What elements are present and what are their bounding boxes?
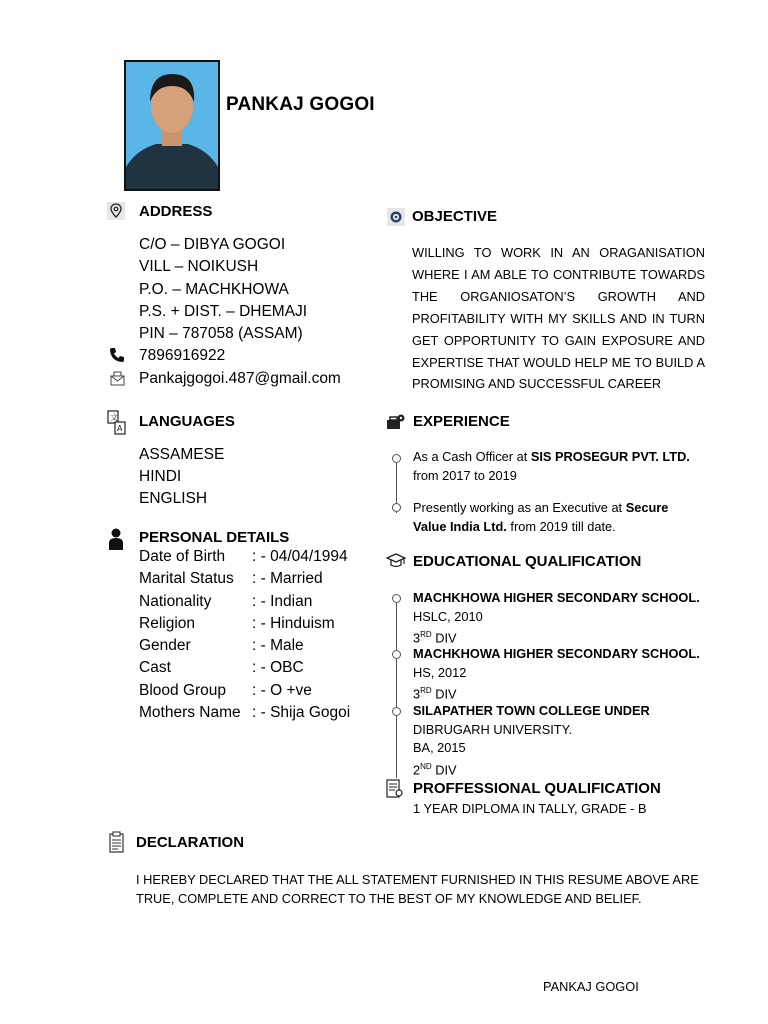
address-line: VILL – NOIKUSH xyxy=(139,258,259,276)
school-name: MACHKHOWA HIGHER SECONDARY SCHOOL. xyxy=(413,590,700,605)
address-line: P.O. – MACHKHOWA xyxy=(139,280,289,298)
timeline-dot xyxy=(392,650,401,659)
table-row xyxy=(139,593,379,615)
experience-item xyxy=(413,499,713,536)
table-row xyxy=(139,637,379,659)
table-row xyxy=(139,615,379,637)
education-item xyxy=(413,589,700,648)
phone-number: 7896916922 xyxy=(139,347,226,365)
table-row xyxy=(139,570,379,592)
education-item xyxy=(413,702,650,780)
document-icon xyxy=(108,831,126,858)
detail-value: : - Male xyxy=(252,637,304,655)
detail-label: Cast xyxy=(139,659,171,677)
school-name: SILAPATHER TOWN COLLEGE UNDER xyxy=(413,703,650,718)
translate-icon xyxy=(107,410,127,441)
experience-heading: EXPERIENCE xyxy=(413,413,510,430)
declaration-line: I HEREBY DECLARED THAT THE ALL STATEMENT FURNISHED IN THIS RESUME ABOVE ARE xyxy=(136,872,699,887)
address-line: PIN – 787058 (ASSAM) xyxy=(139,325,303,343)
detail-value: : - Indian xyxy=(252,592,313,610)
svg-text:文: 文 xyxy=(110,413,118,422)
school-name: MACHKHOWA HIGHER SECONDARY SCHOOL. xyxy=(413,646,700,661)
detail-value: : - O +ve xyxy=(252,681,312,699)
professional-text: 1 YEAR DIPLOMA IN TALLY, GRADE - B xyxy=(413,801,647,816)
company-name: Value India Ltd. xyxy=(413,518,507,534)
table-row xyxy=(139,682,379,704)
experience-item xyxy=(413,448,713,485)
table-row xyxy=(139,704,379,726)
detail-label: Religion xyxy=(139,614,196,632)
svg-text:A: A xyxy=(117,424,123,433)
detail-label: Blood Group xyxy=(139,681,227,699)
detail-value: : - Married xyxy=(252,570,323,588)
target-icon xyxy=(387,208,405,231)
education-timeline xyxy=(396,598,397,778)
timeline-dot xyxy=(392,594,401,603)
exam-year: HS, 2012 xyxy=(413,664,467,680)
address-heading: ADDRESS xyxy=(139,203,213,220)
detail-label: Nationality xyxy=(139,592,212,610)
phone-icon xyxy=(109,347,125,368)
address-block xyxy=(139,234,341,390)
languages-heading: LANGUAGES xyxy=(139,413,235,430)
personal-details-heading: PERSONAL DETAILS xyxy=(139,529,290,546)
division: 2ND DIV xyxy=(413,761,457,778)
graduation-cap-icon xyxy=(386,551,406,576)
language-item: ASSAMESE xyxy=(139,446,225,463)
detail-value: : - Shija Gogoi xyxy=(252,704,351,722)
division: 3RD DIV xyxy=(413,686,457,702)
experience-text: As a Cash Officer at xyxy=(413,449,531,464)
education-heading: EDUCATIONAL QUALIFICATION xyxy=(413,553,642,570)
education-item xyxy=(413,645,700,704)
table-row xyxy=(139,548,379,570)
profile-photo xyxy=(124,60,220,191)
company-name: SIS PROSEGUR PVT. LTD. xyxy=(530,449,690,464)
languages-list xyxy=(139,444,224,509)
detail-label: Mothers Name xyxy=(139,704,241,722)
email-address: Pankajgogoi.487@gmail.com xyxy=(139,369,341,387)
company-name: Secure xyxy=(625,500,669,515)
experience-period: from 2017 to 2019 xyxy=(413,467,517,483)
detail-value: : - Hinduism xyxy=(252,614,335,632)
detail-label: Gender xyxy=(139,637,191,655)
objective-heading: OBJECTIVE xyxy=(412,208,498,225)
table-row xyxy=(139,659,379,681)
timeline-dot xyxy=(392,503,401,512)
detail-label: Marital Status xyxy=(139,570,234,588)
certificate-icon xyxy=(386,779,404,804)
school-name: DIBRUGARH UNIVERSITY. xyxy=(413,721,573,737)
division: 3RD DIV xyxy=(413,630,457,646)
declaration-heading: DECLARATION xyxy=(136,834,245,851)
timeline-dot xyxy=(392,454,401,463)
declaration-line: TRUE, COMPLETE AND CORRECT TO THE BEST OF MY KNOWLEDGE AND BELIEF. xyxy=(136,890,642,906)
timeline-dot xyxy=(392,707,401,716)
exam-year: BA, 2015 xyxy=(413,740,466,756)
detail-value: : - 04/04/1994 xyxy=(252,548,348,565)
experience-text: Presently working as an Executive at xyxy=(413,500,626,515)
location-pin-icon xyxy=(107,202,125,225)
address-line: P.S. + DIST. – DHEMAJI xyxy=(139,302,308,320)
language-item: HINDI xyxy=(139,467,182,485)
detail-label: Date of Birth xyxy=(139,548,226,565)
experience-period: from 2019 till date. xyxy=(506,518,616,534)
person-icon xyxy=(109,528,123,555)
language-item: ENGLISH xyxy=(139,489,208,507)
declaration-text xyxy=(136,871,736,908)
signature-name: PANKAJ GOGOI xyxy=(543,979,639,994)
detail-value: : - OBC xyxy=(252,659,304,677)
exam-year: HSLC, 2010 xyxy=(413,608,483,624)
professional-heading: PROFFESSIONAL QUALIFICATION xyxy=(413,780,661,797)
mail-icon xyxy=(109,370,126,392)
briefcase-icon xyxy=(386,412,406,437)
objective-text: WILLING TO WORK IN AN ORAGANISATION WHERE I AM ABLE TO CONTRIBUTE TOWARDS THE ORGANIOSATON’S GROWTH AND PROFITABILITY WITH MY SKILLS AND IN TURN GET OPPORTUNITY TO GAIN EXPOSURE AND EXPERTISE THAT WOULD HELP ME TO BUILD A PROMISING AND SUCCESSFUL CAREER xyxy=(412,245,705,392)
candidate-name: PANKAJ GOGOI xyxy=(226,94,375,115)
personal-details-table xyxy=(139,548,379,726)
address-line: C/O – DIBYA GOGOI xyxy=(139,236,286,253)
